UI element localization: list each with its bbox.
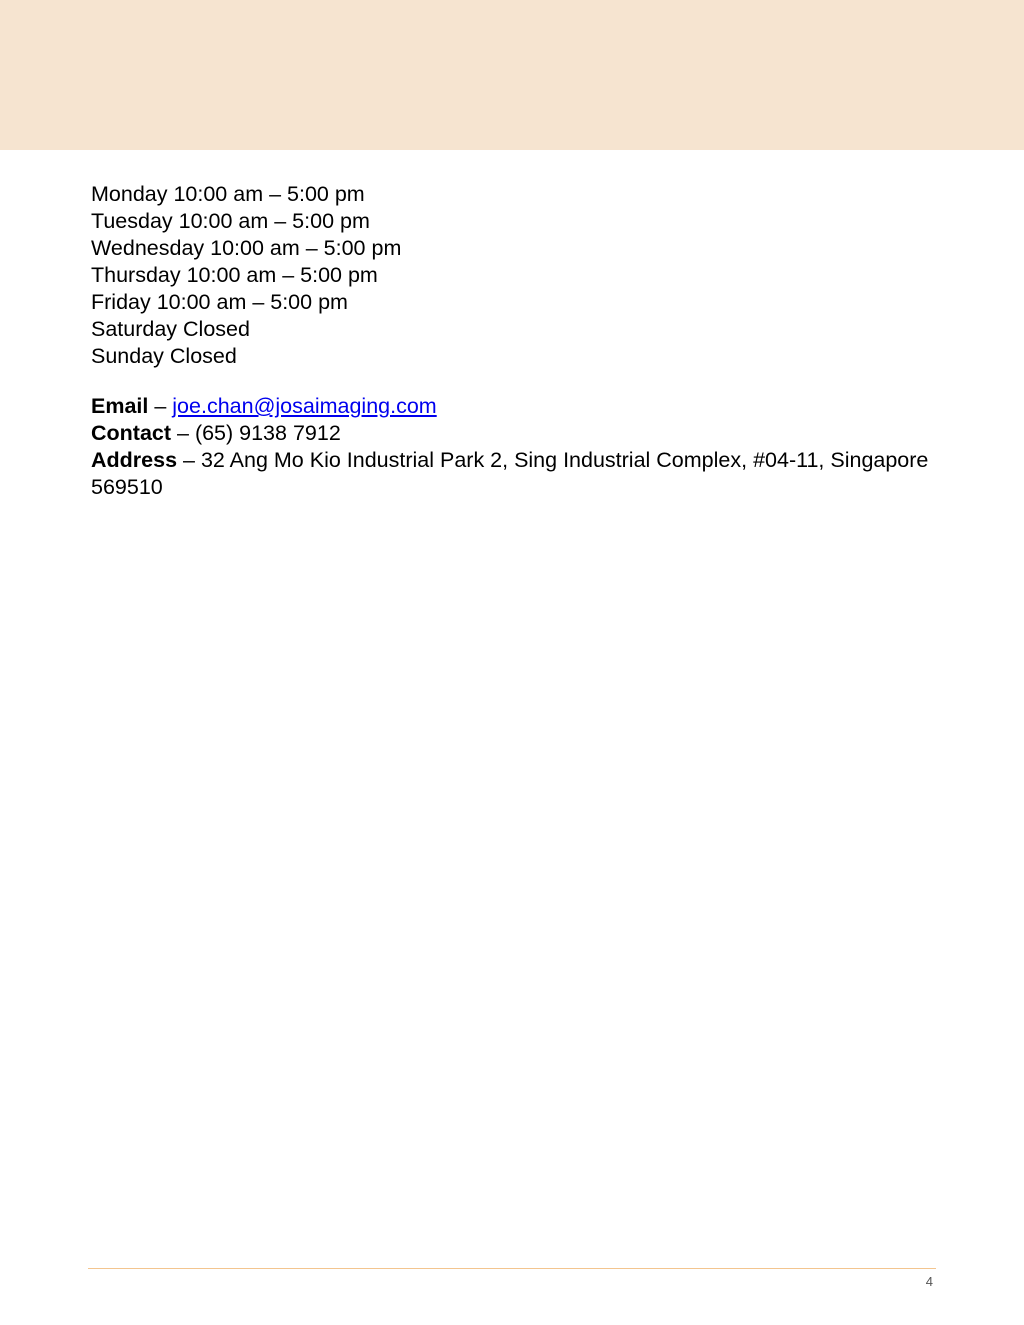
phone-separator: – [171,421,195,445]
email-row [91,393,951,420]
address-row [91,447,951,501]
phone-value: (65) 9138 7912 [194,421,341,445]
phone-row [91,420,951,447]
hours-row-monday: Monday 10:00 am – 5:00 pm [91,182,365,206]
page-number: 4 [925,1274,933,1289]
header-band [0,0,1024,150]
footer-divider [88,1268,936,1269]
page-content [91,181,951,501]
hours-row-wednesday: Wednesday 10:00 am – 5:00 pm [91,236,402,260]
hours-row-friday: Friday 10:00 am – 5:00 pm [91,290,348,314]
email-link[interactable]: joe.chan@josaimaging.com [172,394,437,418]
hours-row-tuesday: Tuesday 10:00 am – 5:00 pm [91,209,370,233]
email-separator: – [148,394,173,418]
address-value: 32 Ang Mo Kio Industrial Park 2, Sing Industrial Complex, #04-11, Singapore 569510 [91,448,929,499]
address-separator: – [177,448,201,472]
hours-row-saturday: Saturday Closed [91,317,250,341]
hours-row-sunday: Sunday Closed [91,344,237,368]
opening-hours [91,181,951,370]
address-label: Address [91,448,178,472]
email-label: Email [91,394,149,418]
hours-row-thursday: Thursday 10:00 am – 5:00 pm [91,263,378,287]
contact-details [91,393,951,501]
phone-label: Contact [91,421,172,445]
